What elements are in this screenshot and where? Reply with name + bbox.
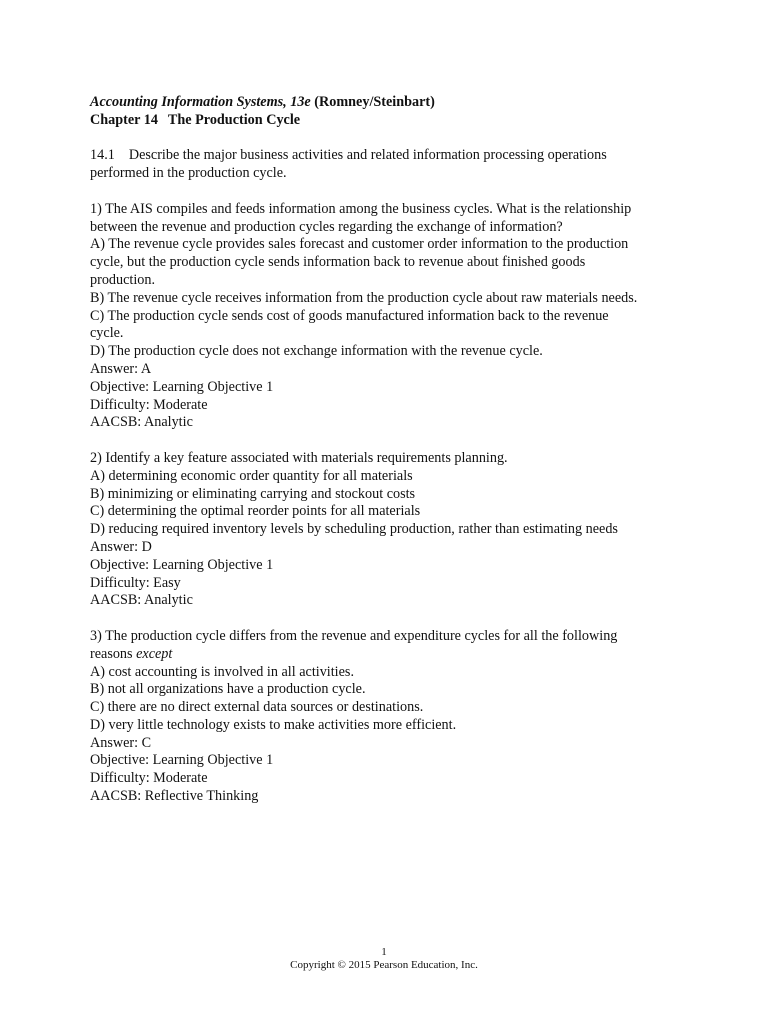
answer-key: Answer: D xyxy=(90,538,152,555)
difficulty-line: Difficulty: Moderate xyxy=(90,396,208,413)
question-block xyxy=(90,450,700,610)
answer-option xyxy=(90,468,700,486)
answer-option-line: cycle, but the production cycle sends information back to revenue about finished goods xyxy=(90,254,586,271)
book-title: Accounting Information Systems, 13e xyxy=(90,94,311,110)
answer-option xyxy=(90,486,700,504)
answer-key: Answer: C xyxy=(90,734,152,751)
answer-option-line: A) The revenue cycle provides sales forecast and customer order information to the production xyxy=(90,236,629,253)
objective-line: Objective: Learning Objective 1 xyxy=(90,752,274,769)
answer-option-line: D) reducing required inventory levels by scheduling production, rather than estimating needs xyxy=(90,521,618,538)
document-page xyxy=(90,94,700,806)
answer-option-line: D) very little technology exists to make activities more efficient. xyxy=(90,716,457,733)
book-authors: (Romney/Steinbart) xyxy=(314,94,435,110)
chapter-heading xyxy=(90,112,700,130)
section-number: 14.1 xyxy=(90,147,115,164)
question-stem-line: 2) Identify a key feature associated with materials requirements planning. xyxy=(90,449,508,466)
answer-option-line: A) determining economic order quantity for all materials xyxy=(90,467,413,484)
answer-option-line: B) not all organizations have a production cycle. xyxy=(90,681,366,698)
chapter-title: The Production Cycle xyxy=(167,111,301,128)
section-text-line2: performed in the production cycle. xyxy=(90,165,287,182)
answer-option-line: C) there are no direct external data sources or destinations. xyxy=(90,699,424,716)
question-list xyxy=(90,183,700,806)
answer-option xyxy=(90,503,700,521)
page-number: 1 xyxy=(381,946,387,958)
answer-option xyxy=(90,236,700,289)
question-stem-tail: reasons xyxy=(90,645,133,662)
answer-option-line: C) determining the optimal reorder points for all materials xyxy=(90,503,421,520)
answer-option xyxy=(90,521,700,539)
question-block xyxy=(90,201,700,432)
answer-option-line: D) The production cycle does not exchange information with the revenue cycle. xyxy=(90,343,543,360)
aacsb-line: AACSB: Analytic xyxy=(90,414,193,431)
answer-option xyxy=(90,717,700,735)
learning-objective-section xyxy=(90,147,700,183)
objective-line: Objective: Learning Objective 1 xyxy=(90,378,274,395)
answer-option xyxy=(90,681,700,699)
section-text-line1: Describe the major business activities and related information processing operations xyxy=(128,147,607,164)
difficulty-line: Difficulty: Moderate xyxy=(90,770,208,787)
question-stem-emphasis: except xyxy=(136,645,173,662)
answer-option-line: production. xyxy=(90,271,156,288)
difficulty-line: Difficulty: Easy xyxy=(90,574,181,591)
answer-option-line: C) The production cycle sends cost of goods manufactured information back to the revenue xyxy=(90,307,609,324)
answer-option xyxy=(90,699,700,717)
question-stem-line: 1) The AIS compiles and feeds information among the business cycles. What is the relationship xyxy=(90,200,632,217)
answer-option-line: B) The revenue cycle receives information from the production cycle about raw materials needs. xyxy=(90,289,638,306)
question-block xyxy=(90,628,700,806)
question-stem-line: between the revenue and production cycles regarding the exchange of information? xyxy=(90,218,563,235)
question-stem-line: 3) The production cycle differs from the revenue and expenditure cycles for all the following xyxy=(90,627,618,644)
answer-option xyxy=(90,664,700,682)
page-footer xyxy=(0,946,768,972)
answer-option-line: A) cost accounting is involved in all activities. xyxy=(90,663,354,680)
answer-key: Answer: A xyxy=(90,360,152,377)
answer-option xyxy=(90,343,700,361)
question-stem-line xyxy=(90,646,700,664)
answer-option xyxy=(90,290,700,308)
aacsb-line: AACSB: Analytic xyxy=(90,592,193,609)
objective-line: Objective: Learning Objective 1 xyxy=(90,556,274,573)
book-header xyxy=(90,94,700,112)
aacsb-line: AACSB: Reflective Thinking xyxy=(90,788,259,805)
answer-option-line: cycle. xyxy=(90,325,124,342)
chapter-number: Chapter 14 xyxy=(90,111,158,128)
answer-option xyxy=(90,308,700,344)
copyright-notice: Copyright © 2015 Pearson Education, Inc. xyxy=(290,959,478,971)
answer-option-line: B) minimizing or eliminating carrying and stockout costs xyxy=(90,485,416,502)
